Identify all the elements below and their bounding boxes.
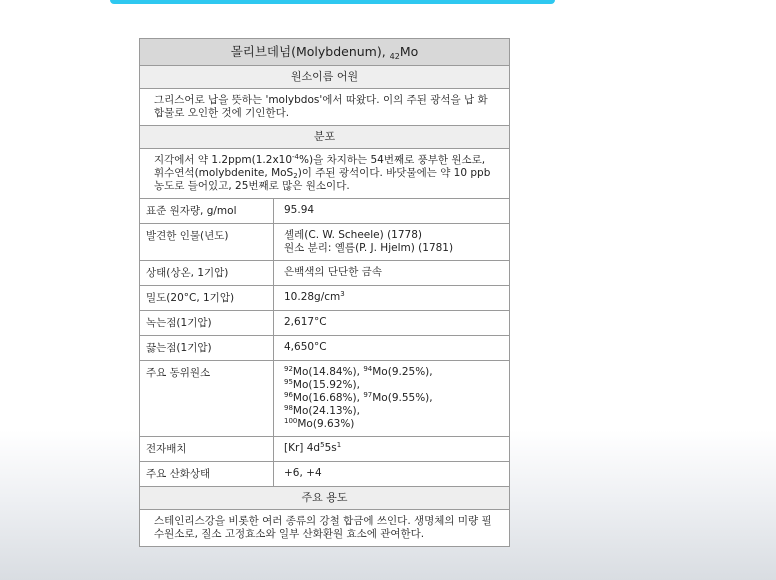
discoverer-line2: 원소 분리: 옐름(P. J. Hjelm) (1781) — [284, 242, 454, 254]
iso-text: Mo(9.25%), — [372, 366, 433, 378]
dist-a: 지각에서 약 1.2ppm(1.2x10 — [154, 154, 293, 166]
discoverer-line1: 셸레(C. W. Scheele) (1778) — [284, 229, 422, 241]
key-discoverer: 발견한 인물(년도) — [140, 224, 274, 260]
table-title — [140, 39, 509, 66]
dist-b: %)을 차지하는 54번째로 풍부한 원소로, 휘수연석(molybdenite, MoS — [154, 154, 486, 179]
row-melting — [140, 311, 509, 336]
iso-text: Mo(16.68%), — [292, 392, 364, 404]
iso-text: Mo(9.55%), — [372, 392, 433, 404]
row-isotopes — [140, 361, 509, 437]
distribution-text — [140, 149, 509, 199]
iso-text: Mo(15.92%), — [292, 379, 360, 391]
row-state — [140, 261, 509, 286]
dist-sub: 2 — [293, 172, 298, 180]
dist-c: )이 주된 광석이다. 바닷물에는 약 10 ppb 농도로 들어있고, 25번째로 많은 원소이다. — [154, 167, 491, 192]
key-electron-config: 전자배치 — [140, 437, 274, 461]
row-electron-config — [140, 437, 509, 462]
density-exp: 3 — [340, 290, 345, 298]
iso-text: Mo(9.63%) — [297, 418, 355, 430]
iso-mass: 92 — [284, 365, 293, 373]
atomic-number: 42 — [389, 52, 400, 61]
key-isotopes: 주요 동위원소 — [140, 361, 274, 436]
key-boiling: 끓는점(1기압) — [140, 336, 274, 360]
key-state: 상태(상온, 1기압) — [140, 261, 274, 285]
config-a-exp: 5 — [320, 441, 325, 449]
title-name: 몰리브데넘(Molybdenum), — [230, 44, 390, 59]
row-atomic-weight — [140, 199, 509, 224]
density-value: 10.28g/cm — [284, 291, 341, 303]
val-oxidation: +6, +4 — [284, 467, 322, 479]
iso-mass: 96 — [284, 391, 293, 399]
config-b-exp: 1 — [336, 441, 342, 449]
top-accent-bar — [110, 0, 555, 4]
key-melting: 녹는점(1기압) — [140, 311, 274, 335]
config-a: [Kr] 4d — [284, 442, 321, 454]
uses-text: 스테인리스강을 비롯한 여러 종류의 강철 합금에 쓰인다. 생명체의 미량 필수원소로, 질소 고정효소와 일부 산화환원 효소에 관여한다. — [154, 515, 492, 540]
element-info-table — [139, 38, 510, 547]
row-oxidation — [140, 462, 509, 487]
key-oxidation: 주요 산화상태 — [140, 462, 274, 486]
row-discoverer — [140, 224, 509, 261]
val-state: 은백색의 단단한 금속 — [284, 266, 382, 278]
uses-heading: 주요 용도 — [140, 487, 509, 510]
row-density — [140, 286, 509, 311]
element-symbol: Mo — [399, 44, 419, 59]
val-melting: 2,617°C — [284, 316, 327, 328]
key-density: 밀도(20°C, 1기압) — [140, 286, 274, 310]
val-density — [274, 286, 509, 310]
iso-text: Mo(24.13%), — [292, 405, 360, 417]
config-b: 5s — [324, 442, 337, 454]
val-atomic-weight: 95.94 — [284, 204, 315, 216]
val-electron-config — [274, 437, 509, 461]
val-isotopes — [274, 361, 509, 436]
origin-heading: 원소이름 어원 — [140, 66, 509, 89]
key-atomic-weight: 표준 원자량, g/mol — [140, 199, 274, 223]
val-boiling: 4,650°C — [284, 341, 327, 353]
iso-mass: 94 — [363, 365, 373, 373]
iso-mass: 95 — [284, 378, 293, 386]
row-boiling — [140, 336, 509, 361]
origin-text: 그리스어로 납을 뜻하는 'molybdos'에서 따왔다. 이의 주된 광석을 납 화합물로 오인한 것에 기인한다. — [140, 89, 509, 126]
iso-mass: 98 — [284, 404, 293, 412]
dist-exp: -4 — [292, 153, 300, 161]
val-discoverer — [274, 224, 509, 260]
distribution-heading: 분포 — [140, 126, 509, 149]
iso-mass: 97 — [363, 391, 373, 399]
iso-mass: 100 — [284, 417, 298, 425]
iso-text: Mo(14.84%), — [292, 366, 364, 378]
